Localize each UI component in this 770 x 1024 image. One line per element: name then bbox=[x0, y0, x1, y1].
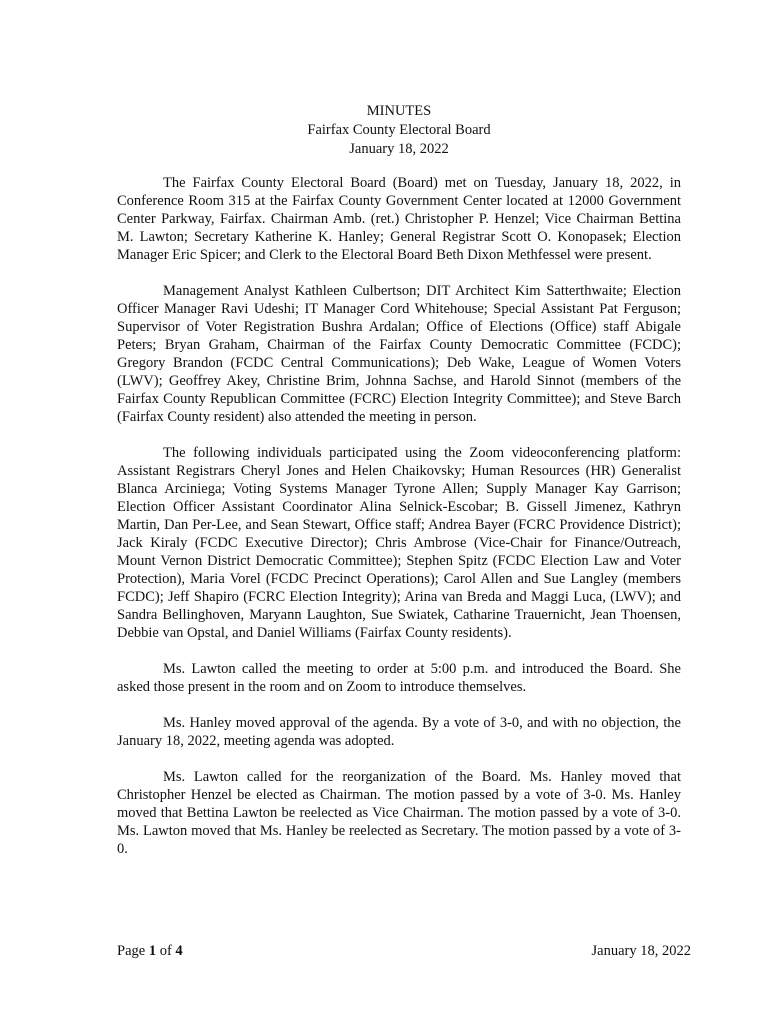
paragraph-zoom-attendees: The following individuals participated using the Zoom videoconferencing platform: Assistant Registrars Cheryl Jones and Helen Chaikovsky; Human Resources (HR) Generalist Blanca Arciniega; Voting Systems Manager Tyrone Allen; Supply Manager Kay Garrison; Election Officer Assistant Coordinator Alina Selnick-Escobar; B. Gissell Jimenez, Kathryn Martin, Dan Per-Lee, and Sean Stewart, Office staff; Andrea Bayer (FCRC Providence District); Jack Kiraly (FCDC Executive Director); Chris Ambrose (Vice-Chair for Finance/Outreach, Mount Vernon District Democratic Committee); Stephen Spitz (FCDC Election Law and Voter Protection), Maria Vorel (FCDC Precinct Operations); Carol Allen and Sue Langley (members FCDC); Jeff Shapiro (FCRC Election Integrity); Arina van Breda and Maggi Luca, (LWV); and Sandra Bellinghoven, Maryann Laughton, Sue Swiatek, Catharine Trauernicht, Jean Thoensen, Debbie van Opstal, and Daniel Williams (Fairfax County residents). bbox=[117, 445, 681, 641]
page-of: of bbox=[156, 943, 176, 959]
page-number: 1 bbox=[148, 943, 157, 959]
paragraph-attendance: The Fairfax County Electoral Board (Board) met on Tuesday, January 18, 2022, in Conference Room 315 at the Fairfax County Government Center located at 12000 Government Center Parkway, Fairfax. Chairman Amb. (ret.) Christopher P. Henzel; Vice Chairman Bettina M. Lawton; Secretary Katherine K. Hanley; General Registrar Scott O. Konopasek; Election Manager Eric Spicer; and Clerk to the Electoral Board Beth Dixon Methfessel were present. bbox=[117, 175, 681, 263]
paragraph-agenda-approval: Ms. Hanley moved approval of the agenda. By a vote of 3-0, and with no objection, the January 18, 2022, meeting agenda was adopted. bbox=[117, 715, 681, 749]
page-footer bbox=[117, 942, 691, 960]
meeting-date: January 18, 2022 bbox=[349, 141, 449, 157]
page-indicator bbox=[117, 942, 183, 960]
page-prefix: Page bbox=[117, 943, 149, 959]
organization-name: Fairfax County Electoral Board bbox=[307, 122, 491, 138]
document-header bbox=[117, 102, 681, 159]
document-body bbox=[117, 174, 681, 876]
footer-date: January 18, 2022 bbox=[591, 943, 691, 959]
document-title: MINUTES bbox=[366, 103, 432, 119]
paragraph-reorganization: Ms. Lawton called for the reorganization of the Board. Ms. Hanley moved that Christopher Henzel be elected as Chairman. The motion passed by a vote of 3-0. Ms. Hanley moved that Bettina Lawton be reelected as Vice Chairman. The motion passed by a vote of 3-0. Ms. Lawton moved that Ms. Hanley be reelected as Secretary. The motion passed by a vote of 3-0. bbox=[117, 769, 681, 857]
paragraph-call-to-order: Ms. Lawton called the meeting to order at 5:00 p.m. and introduced the Board. She asked those present in the room and on Zoom to introduce themselves. bbox=[117, 661, 681, 695]
paragraph-in-person-attendees: Management Analyst Kathleen Culbertson; DIT Architect Kim Satterthwaite; Election Officer Manager Ravi Udeshi; IT Manager Cord Whitehouse; Special Assistant Pat Ferguson; Supervisor of Voter Registration Bushra Ardalan; Office of Elections (Office) staff Abigale Peters; Bryan Graham, Chairman of the Fairfax County Democratic Committee (FCDC); Gregory Brandon (FCDC Central Communications); Deb Wake, League of Women Voters (LWV); Geoffrey Akey, Christine Brim, Johnna Sachse, and Harold Sinnot (members of the Fairfax County Republican Committee (FCRC) Election Integrity Committee); and Steve Barch (Fairfax County resident) also attended the meeting in person. bbox=[117, 283, 681, 425]
page-total: 4 bbox=[175, 943, 183, 959]
